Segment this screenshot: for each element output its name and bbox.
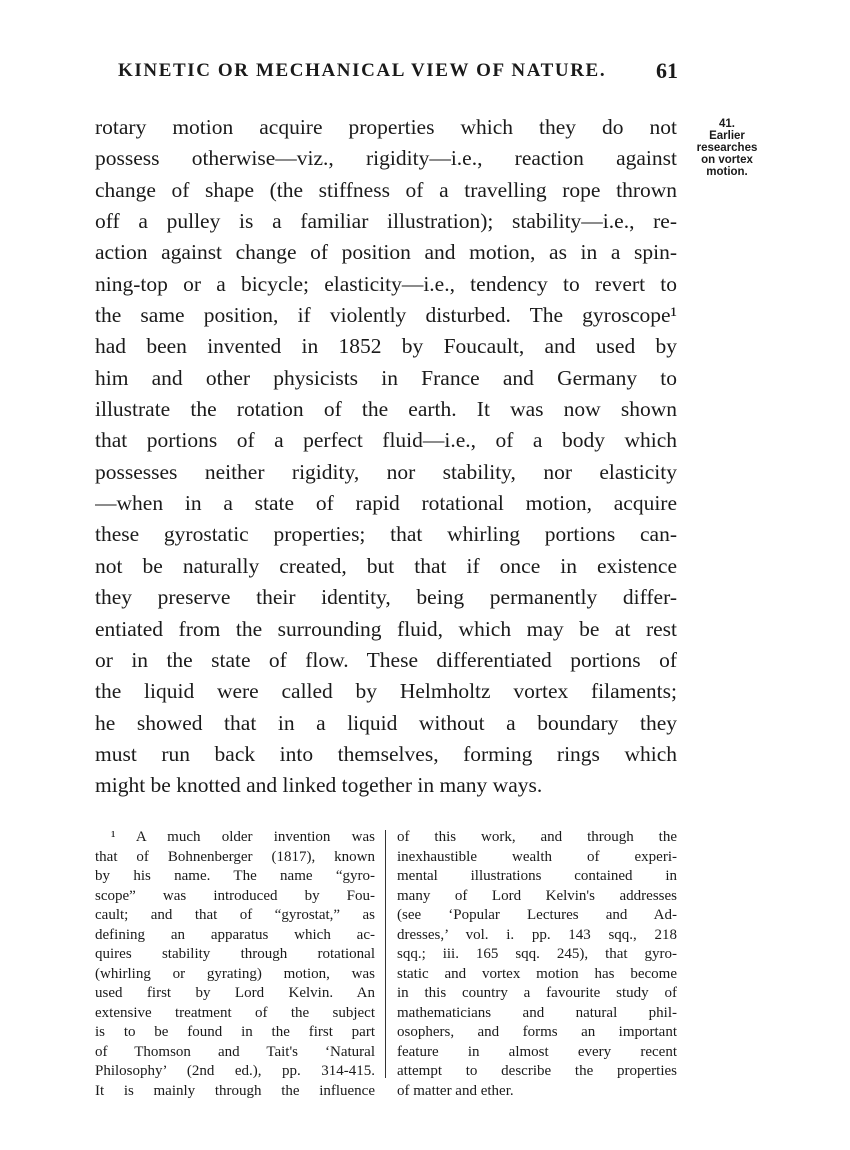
footnote-line: osophers, and forms an important [397,1024,677,1040]
marginal-note-line: researches [696,142,758,154]
footnote-line: is to be found in the first part [95,1024,375,1040]
footnote-line: that of Bohnenberger (1817), known [95,848,375,865]
marginal-note [684,118,770,178]
running-title: KINETIC OR MECHANICAL VIEW OF NATURE. [118,60,607,81]
footnote-line: in this country a favourite study of [397,985,677,1001]
body-line: off a pulley is a familiar illustration); stability—i.e., re- [95,209,677,234]
footnote-line: used first by Lord Kelvin. An [95,985,375,1001]
body-line: illustrate the rotation of the earth. It was now shown [95,397,677,422]
body-line: him and other physicists in France and Germany to [95,365,677,390]
footnote-line: mathematicians and natural phil- [397,1004,677,1021]
marginal-note-line: motion. [706,166,748,178]
footnote-line: inexhaustible wealth of experi- [397,848,677,865]
body-line: must run back into themselves, forming rings which [95,741,677,766]
body-line: the liquid were called by Helmholtz vortex filaments; [95,679,677,704]
body-line: possess otherwise—viz., rigidity—i.e., reaction against [95,146,677,171]
footnote-line: ¹ A much older invention was [111,829,375,845]
body-line: the same position, if violently disturbed. The gyroscope¹ [95,303,677,328]
footnote-column-left [95,828,375,1101]
footnote-line: extensive treatment of the subject [95,1004,375,1021]
body-line: action against change of position and motion, as in a spin- [95,240,677,265]
footnote-line: sqq.; iii. 165 sqq. 245), that gyro- [397,946,677,962]
footnote-line: by his name. The name “gyro- [95,868,375,884]
footnote-line: of Thomson and Tait's ‘Natural [95,1043,375,1060]
marginal-note-line: Earlier [709,130,745,142]
body-line: possesses neither rigidity, nor stability, nor elasticity [95,459,677,484]
footnotes [95,828,679,1099]
body-line: change of shape (the stiffness of a travelling rope thrown [95,177,677,202]
body-line: might be knotted and linked together in many ways. [95,773,543,798]
footnote-line: (see ‘Popular Lectures and Ad- [397,907,677,923]
body-line: that portions of a perfect fluid—i.e., of a body which [95,428,677,453]
footnote-line: mental illustrations contained in [397,868,677,884]
page-number: 61 [656,58,678,83]
body-line: ning-top or a bicycle; elasticity—i.e., tendency to revert to [95,271,677,296]
footnote-line: defining an apparatus which ac- [95,926,375,943]
marginal-note-line: on vortex [701,154,753,166]
footnote-line: cault; and that of “gyrostat,” as [95,907,375,923]
footnote-line: scope” was introduced by Fou- [95,887,375,904]
body-line: or in the state of flow. These differentiated portions of [95,647,677,672]
footnote-line: many of Lord Kelvin's addresses [397,887,677,904]
marginal-note-number: 41. [719,118,735,130]
body-line: they preserve their identity, being permanently differ- [95,585,677,610]
footnote-column-right [397,828,677,1101]
footnote-line: of matter and ether. [397,1082,514,1099]
running-header [118,58,680,90]
footnote-line: (whirling or gyrating) motion, was [95,965,375,982]
footnote-line: quires stability through rotational [95,946,375,962]
footnote-line: It is mainly through the influence [95,1082,375,1099]
body-line: rotary motion acquire properties which they do not [95,115,677,139]
footnote-line: feature in almost every recent [397,1043,677,1060]
body-line: entiated from the surrounding fluid, which may be at rest [95,616,677,641]
body-line: these gyrostatic properties; that whirling portions can- [95,522,677,547]
footnote-line: static and vortex motion has become [397,965,677,982]
column-divider [385,830,386,1078]
footnote-line: Philosophy’ (2nd ed.), pp. 314-415. [95,1063,375,1079]
body-line: had been invented in 1852 by Foucault, and used by [95,334,677,359]
body-line: he showed that in a liquid without a boundary they [95,710,677,735]
body-text [95,112,677,802]
footnote-line: attempt to describe the properties [397,1063,677,1079]
body-line: not be naturally created, but that if once in existence [95,553,677,578]
body-line: —when in a state of rapid rotational motion, acquire [95,491,677,516]
footnote-line: dresses,’ vol. i. pp. 143 sqq., 218 [397,926,677,943]
footnote-line: of this work, and through the [397,829,677,845]
